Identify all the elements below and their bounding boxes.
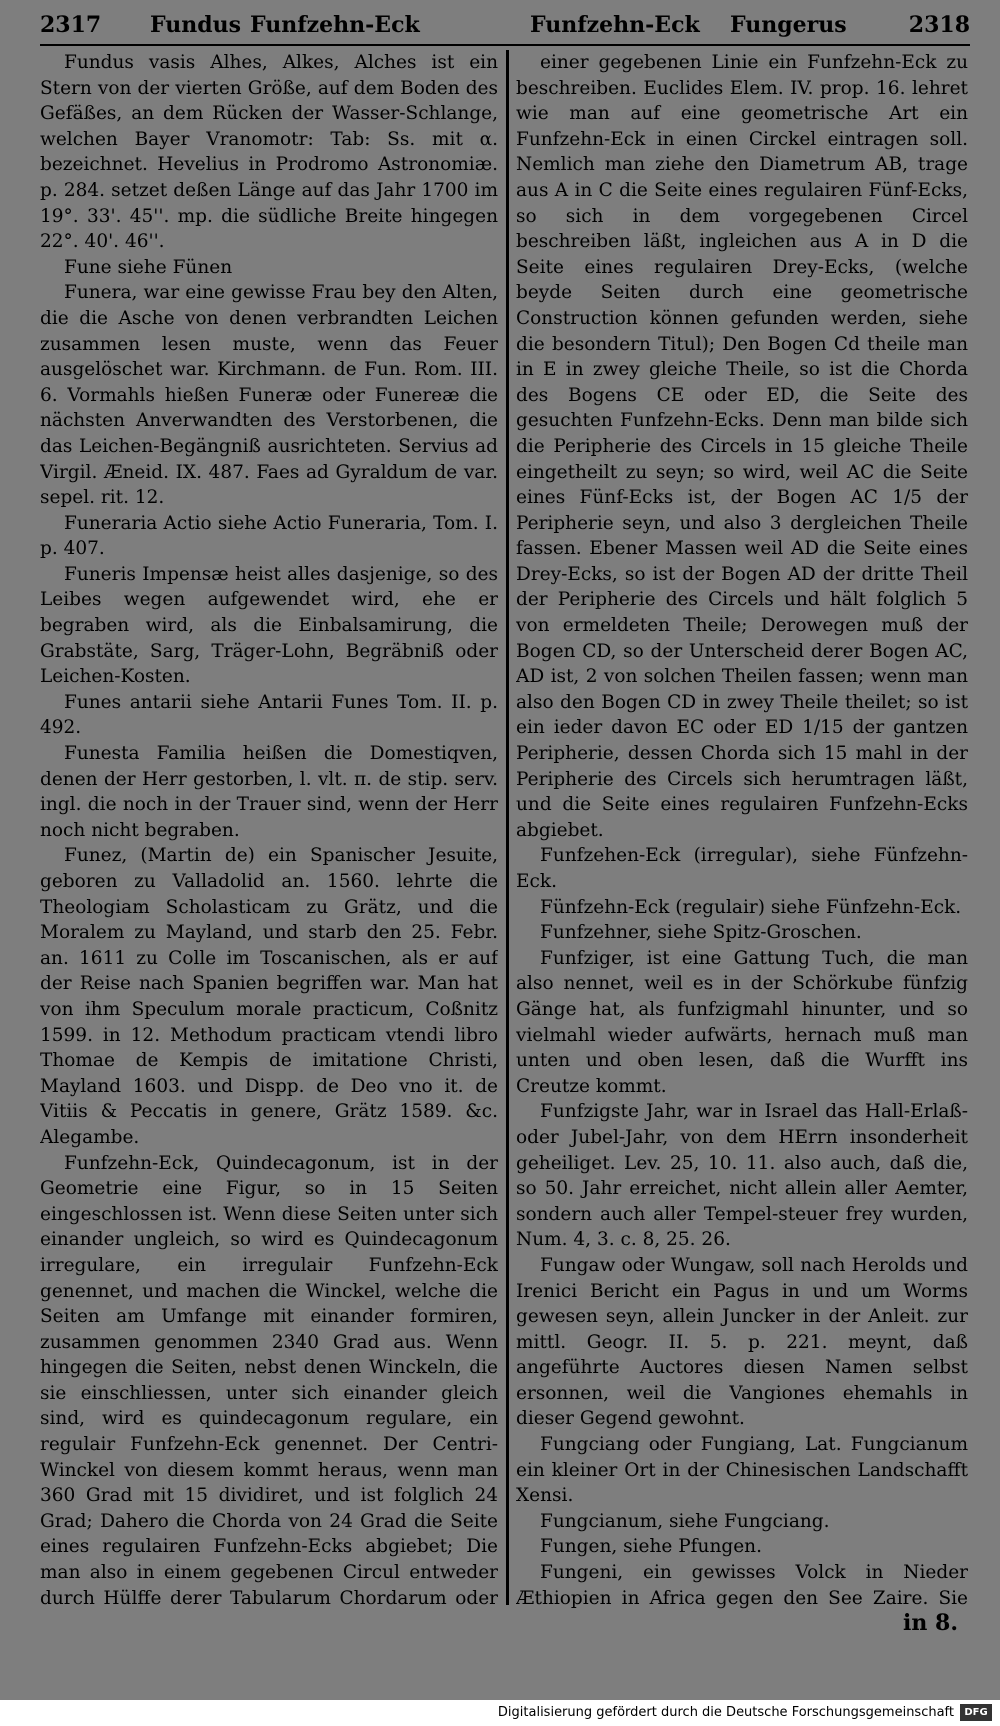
running-header	[40, 6, 970, 40]
page-number-right: 2318	[908, 12, 970, 38]
entry-paragraph: Funfzigste Jahr, war in Israel das Hall-Erlaß- oder Jubel-Jahr, von dem HErrn insonderheit geheiliget. Lev. 25, 10. 11. also auch, daß die, so 50. Jahr erreichet, nicht allein aller Aemter, sondern auch aller Tempel-steuer frey wurden, Num. 4, 3. c. 8, 25. 26.	[516, 1101, 968, 1251]
entry-paragraph: Fungen, siehe Pfungen.	[540, 1536, 762, 1558]
dfg-logo: DFG	[960, 1704, 992, 1721]
header-word-right-1: Funfzehn-Eck	[530, 12, 700, 38]
left-column	[40, 50, 498, 1610]
header-word-left-1: Fundus	[150, 12, 241, 38]
column-divider	[506, 50, 509, 1605]
header-rule	[40, 44, 970, 46]
page-number-left: 2317	[40, 12, 102, 38]
entry-paragraph: Funera, war eine gewisse Frau bey den Alten, die die Asche von denen verbrandten Leichen zusammen lesen muste, wenn das Feuer ausgelöschet war. Kirchmann. de Fun. Rom. III. 6. Vormahls hießen Funeræ oder Funereæ die nächsten Anverwandten des Verstorbenen, die das Leichen-Begängniß ausrichteten. Servius ad Virgil. Æneid. IX. 487. Faes ad Gyraldum de var. sepel. rit. 12.	[40, 282, 498, 509]
entry-paragraph: Fungcianum, siehe Fungciang.	[540, 1510, 830, 1532]
header-word-left-2: Funfzehn-Eck	[250, 12, 420, 38]
entry-paragraph: Fungaw oder Wungaw, soll nach Herolds und Irenici Bericht ein Pagus in und um Worms gewesen seyn, allein Juncker in der Anleit. zur mittl. Geogr. II. 5. p. 221. meynt, daß angeführte Auctores diesen Namen selbst ersonnen, weil die Vangiones ehemahls in dieser Gegend gewohnt.	[516, 1254, 968, 1430]
entry-paragraph: Funes antarii siehe Antarii Funes Tom. II. p. 492.	[40, 691, 498, 739]
entry-paragraph: Fungciang oder Fungiang, Lat. Fungcianum ein kleiner Ort in der Chinesischen Landschafft Xensi.	[516, 1434, 968, 1507]
entry-paragraph: Fünfzehn-Eck (regulair) siehe Fünfzehn-Eck.	[540, 896, 962, 918]
entry-paragraph: Funesta Familia heißen die Domestiqven, denen der Herr gestorben, l. vlt. π. de stip. serv. ingl. die noch in der Trauer sind, wenn der Herr noch nicht begraben.	[40, 743, 498, 841]
entry-paragraph: Funeris Impensæ heist alles dasjenige, so des Leibes wegen aufgewendet wird, ehe er begraben wird, als die Einbalsamirung, die Grabstäte, Sarg, Träger-Lohn, Begräbniß oder Leichen-Kosten.	[40, 563, 498, 688]
funding-credit: Digitalisierung gefördert durch die Deutsche Forschungsgemeinschaft	[497, 1705, 954, 1720]
entry-paragraph: einer gegebenen Linie ein Funfzehn-Eck zu beschreiben. Euclides Elem. IV. prop. 16. lehret wie man auf eine geometrische Art ein Funfzehn-Eck in einen Circkel eintragen soll. Nemlich man ziehe den Diametrum AB, trage aus A in C die Seite eines regulairen Fünf-Ecks, so sich in dem vorgegebenen Circel beschreiben läßt, ingleichen aus A in D die Seite eines regulairen Drey-Ecks, (welche beyde Seiten durch eine geometrische Construction können gefunden werden, siehe die besondern Titul); Den Bogen Cd theile man in E in zwey gleiche Theile, so ist die Chorda des Bogens CE oder ED, die Seite des gesuchten Funfzehn-Ecks. Denn man bilde sich die Peripherie des Circels in 15 gleiche Theile eingetheilt zu seyn; so wird, weil AC die Seite eines Fünf-Ecks ist, der Bogen AC 1/5 der Peripherie seyn, und also 3 dergleichen Theile fassen. Ebener Massen weil AD die Seite eines Drey-Ecks, so ist der Bogen AD der dritte Theil der Peripherie des Circels und hält folglich 5 von ermeldeten Theile; Derowegen muß der Bogen CD, so der Unterscheid derer Bogen AC, AD ist, 2 von solchen Theilen fassen; wenn man also den Bogen CD in zwey Theile theilet; so ist ein ieder davon EC oder ED 1/15 der gantzen Peripherie, dessen Chorda sich 15 mahl in der Peripherie des Circels sich herumtragen läßt, und die Seite eines regulairen Funfzehn-Ecks abgiebet.	[516, 52, 968, 841]
entry-paragraph: Fune siehe Fünen	[64, 256, 233, 278]
entry-paragraph: Funfziger, ist eine Gattung Tuch, die man also nennet, weil es in der Schörkube fünfzig Gänge hat, als funfzigmahl hinunter, und so vielmahl wieder aufwärts, hernach muß man unten und oben lesen, daß die Wurfft ins Creutze kommt.	[516, 947, 968, 1097]
footer-bar	[0, 1700, 1000, 1726]
right-column	[516, 50, 968, 1610]
entry-paragraph: Funfzehn-Eck, Quindecagonum, ist in der Geometrie eine Figur, so in 15 Seiten eingeschlossen ist. Wenn diese Seiten unter sich einander ungleich, so wird es Quindecagonum irregulare, ein irregulair Funfzehn-Eck genennet, und machen die Winckel, welche die Seiten am Umfange mit einander formiren, zusammen genommen 2340 Grad aus. Wenn hingegen die Seiten, nebst denen Winckeln, die sie einschliessen, unter sich einander gleich sind, wird es quindecagonum regulare, ein regulair Funfzehn-Eck genennet. Der Centri-Winckel von diesem kommt heraus, wenn man 360 Grad mit 15 dividiret, und ist folglich 24 Grad; Dahero die Chorda von 24 Grad die Seite eines regulairen Funfzehn-Ecks abgiebet; Die man also in einem gegebenen Circul entweder durch Hülffe derer Tabularum Chordarum oder	[40, 1152, 498, 1609]
entry-paragraph: Funfzehner, siehe Spitz-Groschen.	[540, 922, 862, 944]
entry-paragraph: Fungeni, ein gewisses Volck in Nieder Æthiopien in Africa gegen den See Zaire. Sie	[516, 1562, 968, 1609]
entry-paragraph: Funeraria Actio siehe Actio Funeraria, Tom. I. p. 407.	[40, 512, 498, 560]
entry-paragraph: Funfzehen-Eck (irregular), siehe Fünfzehn-Eck.	[516, 845, 968, 892]
entry-paragraph: Funez, (Martin de) ein Spanischer Jesuite, geboren zu Valladolid an. 1560. lehrte die Theologiam Scholasticam zu Grätz, und die Moralem zu Mayland, und starb den 25. Febr. an. 1611 zu Colle im Toscanischen, als er auf der Reise nach Spanien begriffen war. Man hat von ihm Speculum morale practicum, Coßnitz 1599. in 12. Methodum practicam vtendi libro Thomae de Kempis de imitatione Christi, Mayland 1603. und Dispp. de Deo vno it. de Vitiis & Peccatis in genere, Grätz 1589. &c. Alegambe.	[40, 845, 498, 1148]
header-word-right-2: Fungerus	[730, 12, 847, 38]
entry-paragraph: Fundus vasis Alhes, Alkes, Alches ist ein Stern von der vierten Größe, auf dem Boden des Gefäßes, an dem Rücken der Wasser-Schlange, welchen Bayer Vranomotr: Tab: Ss. mit α. bezeichnet. Hevelius in Prodromo Astronomiæ. p. 284. setzet deßen Länge auf das Jahr 1700 im 19°. 33'. 45''. mp. die südliche Breite hingegen 22°. 40'. 46''.	[40, 52, 498, 253]
catchword: in 8.	[903, 1610, 958, 1636]
